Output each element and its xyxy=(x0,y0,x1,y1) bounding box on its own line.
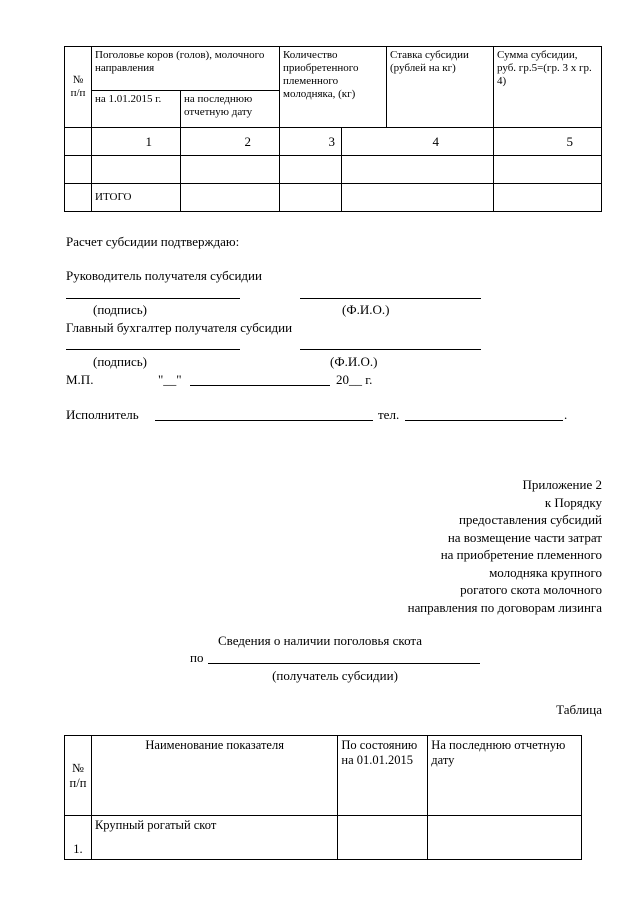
accountant-label: Главный бухгалтер получателя субсидии xyxy=(66,320,293,335)
total-label: ИТОГО xyxy=(92,184,181,212)
col-number-2: 2 xyxy=(181,128,280,156)
header-name: Наименование показателя xyxy=(91,736,337,816)
fio-caption: (Ф.И.О.) xyxy=(330,354,378,369)
tel-line xyxy=(405,420,563,421)
fio-caption: (Ф.И.О.) xyxy=(342,302,390,317)
subsidy-calc-table xyxy=(64,46,602,212)
cell xyxy=(65,184,92,212)
header-cows: Поголовье коров (голов), молочного направления xyxy=(92,47,280,91)
executor-label: Исполнитель xyxy=(66,407,139,422)
col-number-1: 1 xyxy=(92,128,181,156)
appendix-line: рогатого скота молочного xyxy=(460,582,602,597)
table-label: Таблица xyxy=(556,702,602,717)
cell xyxy=(342,156,494,184)
header-state: По состоянию на 01.01.2015 xyxy=(338,736,428,816)
date-quote: "__" xyxy=(158,372,182,387)
header-qty: Количество приобретенного племенного молодняка, (кг) xyxy=(280,47,387,128)
tel-label: тел. xyxy=(378,407,400,422)
livestock-table xyxy=(64,735,582,860)
cell xyxy=(494,156,602,184)
fio-line xyxy=(300,298,481,299)
col-number-4: 4 xyxy=(342,128,494,156)
appendix-line: на приобретение племенного xyxy=(440,547,602,562)
header-sum: Сумма субсидии, руб. гр.5=(гр. 3 х гр. 4) xyxy=(494,47,602,128)
tel-dot: . xyxy=(564,407,568,422)
appendix-line: предоставления субсидий xyxy=(458,512,602,527)
header-rate: Ставка субсидии (рублей на кг) xyxy=(387,47,494,128)
signature-caption: (подпись) xyxy=(93,302,147,317)
header-num: № п/п xyxy=(65,47,92,128)
recipient-line xyxy=(208,663,480,664)
appendix-line: к Порядку xyxy=(544,494,602,510)
signature-caption: (подпись) xyxy=(93,354,147,369)
col-number-5: 5 xyxy=(494,128,602,156)
cell xyxy=(428,816,582,860)
appendix-line: молодняка крупного xyxy=(489,564,602,580)
date-line xyxy=(190,385,330,386)
header-date1: на 1.01.2015 г. xyxy=(92,91,181,128)
fio-line xyxy=(300,349,481,350)
cell xyxy=(280,184,342,212)
cell xyxy=(494,184,602,212)
cell xyxy=(92,156,181,184)
recipient-caption: (получатель субсидии) xyxy=(272,668,398,683)
executor-line xyxy=(155,420,373,421)
header-num: № п/п xyxy=(65,736,92,816)
cell xyxy=(342,184,494,212)
col-number-3: 3 xyxy=(280,128,342,156)
cell xyxy=(338,816,428,860)
confirm-title: Расчет субсидии подтверждаю: xyxy=(66,234,240,249)
head-label: Руководитель получателя субсидии xyxy=(66,268,262,283)
cell xyxy=(280,156,342,184)
signature-line xyxy=(66,349,240,350)
date-year: 20__ г. xyxy=(336,372,373,387)
po-label: по xyxy=(190,650,204,665)
header-date2: на последнюю отчетную дату xyxy=(181,91,280,128)
appendix-line: Приложение 2 xyxy=(522,477,602,492)
appendix-line: на возмещение части затрат xyxy=(447,529,602,545)
cell xyxy=(181,184,280,212)
cell xyxy=(65,128,92,156)
mp-label: М.П. xyxy=(66,372,94,387)
row-num: 1. xyxy=(65,816,92,860)
appendix-line: направления по договорам лизинга xyxy=(407,599,602,615)
cell xyxy=(181,156,280,184)
signature-line xyxy=(66,298,240,299)
cell xyxy=(65,156,92,184)
appendix-block xyxy=(408,476,602,616)
info-title: Сведения о наличии поголовья скота xyxy=(217,633,423,648)
header-last: На последнюю отчетную дату xyxy=(428,736,582,816)
row-name: Крупный рогатый скот xyxy=(91,816,337,860)
